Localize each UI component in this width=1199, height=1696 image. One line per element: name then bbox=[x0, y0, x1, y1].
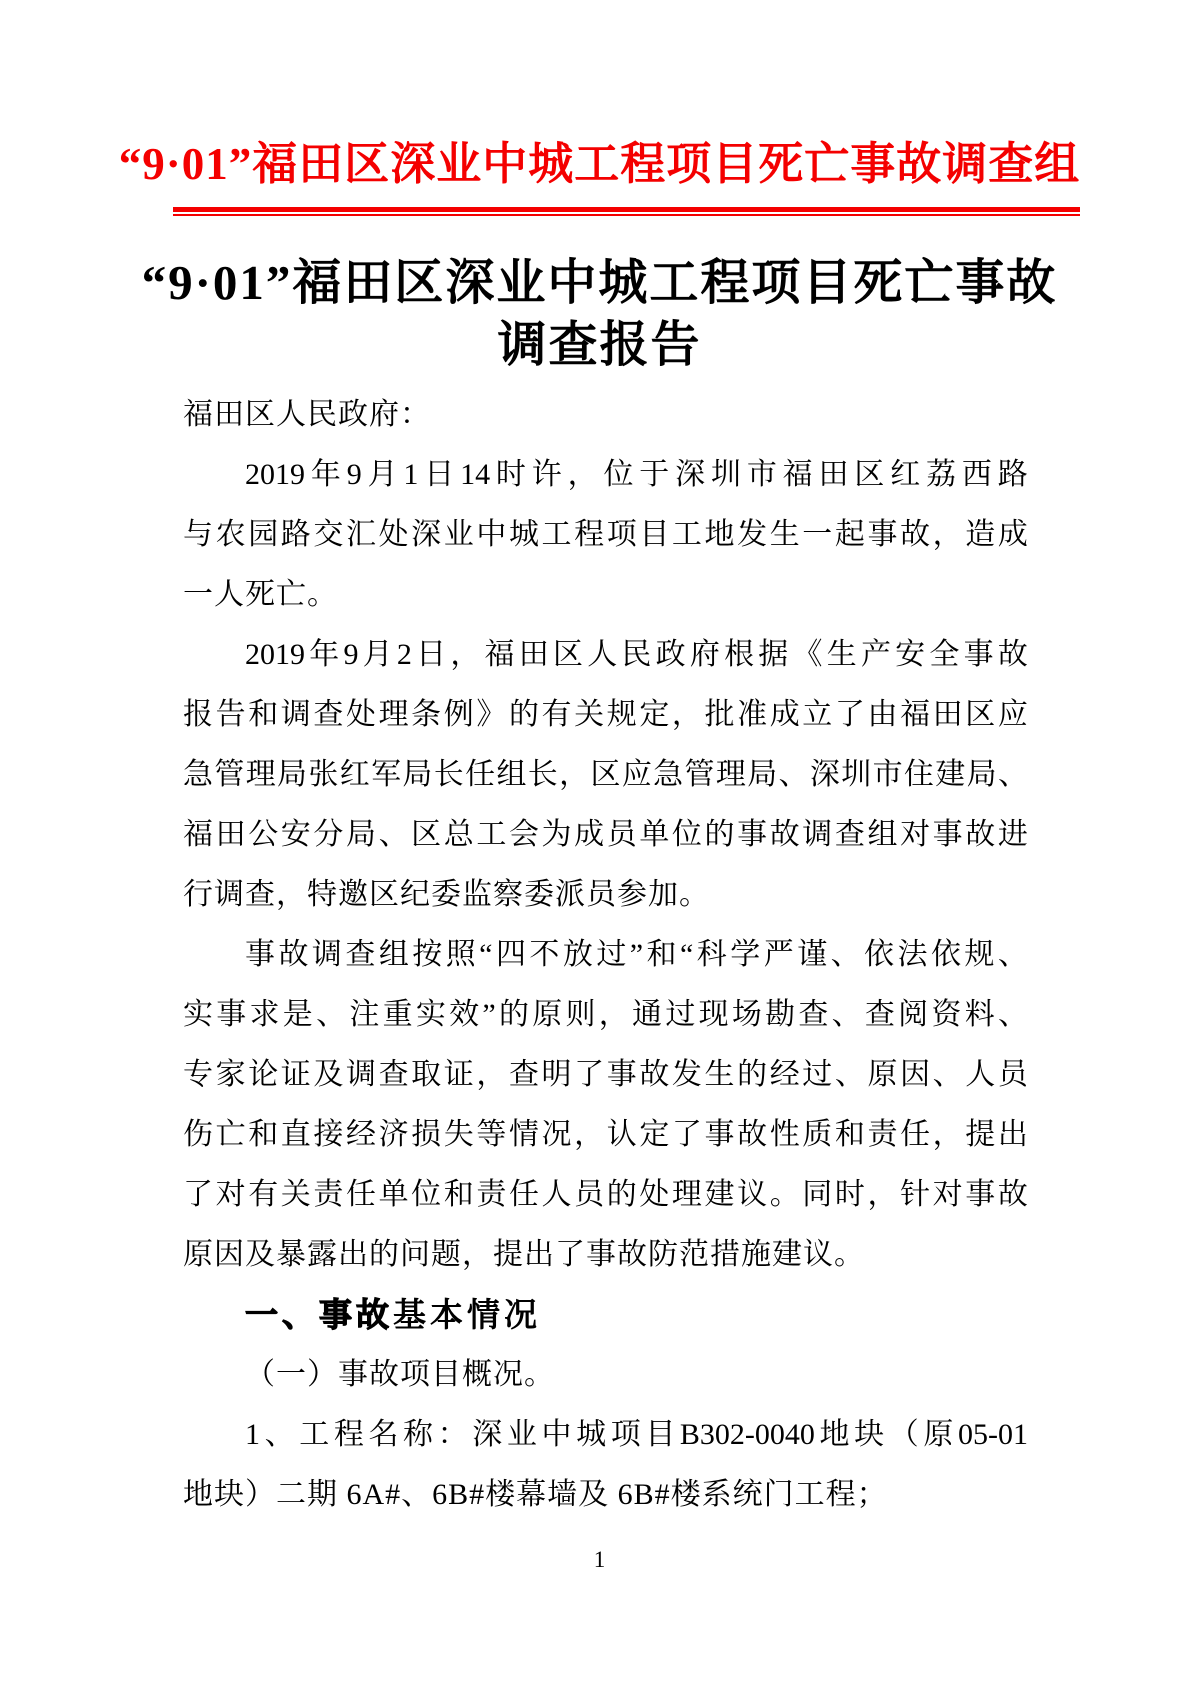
body-line: 福田区人民政府： bbox=[183, 398, 431, 431]
report-body bbox=[183, 385, 1028, 1525]
section-heading bbox=[183, 1285, 1028, 1345]
body-line: 急 管 理 局 张 红 军 局 长 任 组 长 ， 区 应 急 管 理 局 、 深 圳 市 住 建 局 、 bbox=[183, 758, 1028, 791]
body-line: 事 故 调 查 组 按 照 “ 四 不 放 过 ” 和 “ 科 学 严 谨 、 依 法 依 规 、 bbox=[245, 938, 1028, 971]
report-title-line2: 调查报告 bbox=[497, 317, 702, 372]
body-line: 原因及暴露出的问题，提出了事故防范措施建议。 bbox=[183, 1238, 865, 1271]
body-line: 2019 年 9 月 1 日 14 时 许 ， 位 于 深 圳 市 福 田 区 红 荔 西 路 bbox=[245, 458, 1028, 491]
report-title-line1: “9·01”福田区深业中城工程项目死亡事故 bbox=[141, 255, 1058, 310]
body-line: （一）事故项目概况。 bbox=[245, 1358, 555, 1391]
body-line: 伤 亡 和 直 接 经 济 损 失 等 情 况 ， 认 定 了 事 故 性 质 和 责 任 ， 提 出 bbox=[183, 1118, 1028, 1151]
body-line: 了 对 有 关 责 任 单 位 和 责 任 人 员 的 处 理 建 议 。 同 时 ， 针 对 事 故 bbox=[183, 1178, 1028, 1211]
body-line: 1 、 工 程 名 称 ： 深 业 中 城 项 目 B302-0040 地 块 （ 原 05-01 bbox=[245, 1418, 1028, 1451]
report-title bbox=[0, 252, 1199, 376]
body-line: 与 农 园 路 交 汇 处 深 业 中 城 工 程 项 目 工 地 发 生 一 起 事 故 ， 造 成 bbox=[183, 518, 1028, 551]
body-line: 专 家 论 证 及 调 查 取 证 ， 查 明 了 事 故 发 生 的 经 过 、 原 因 、 人 员 bbox=[183, 1058, 1028, 1091]
body-line: 2019 年 9 月 2 日 ， 福 田 区 人 民 政 府 根 据 《 生 产 安 全 事 故 bbox=[245, 638, 1028, 671]
body-line: 报 告 和 调 查 处 理 条 例 》 的 有 关 规 定 ， 批 准 成 立 了 由 福 田 区 应 bbox=[183, 698, 1028, 731]
body-line: 实 事 求 是 、 注 重 实 效 ” 的 原 则 ， 通 过 现 场 勘 查 、 查 阅 资 料 、 bbox=[183, 998, 1028, 1031]
body-line: 地块）二期 6A#、6B#楼幕墙及 6B#楼系统门工程； bbox=[183, 1478, 888, 1511]
banner-divider-rule bbox=[173, 207, 1080, 216]
section-heading-rest: 基本情况 bbox=[393, 1296, 541, 1333]
body-line: 一人死亡。 bbox=[183, 578, 338, 611]
body-line: 行调查，特邀区纪委监察委派员参加。 bbox=[183, 878, 710, 911]
section-heading-strong: 一、事故 bbox=[245, 1296, 393, 1333]
body-line: 福 田 公 安 分 局 、 区 总 工 会 为 成 员 单 位 的 事 故 调 查 组 对 事 故 进 bbox=[183, 818, 1028, 851]
page-number: 1 bbox=[593, 1547, 606, 1572]
red-banner-title: “9·01”福田区深业中城工程项目死亡事故调查组 bbox=[118, 139, 1081, 189]
